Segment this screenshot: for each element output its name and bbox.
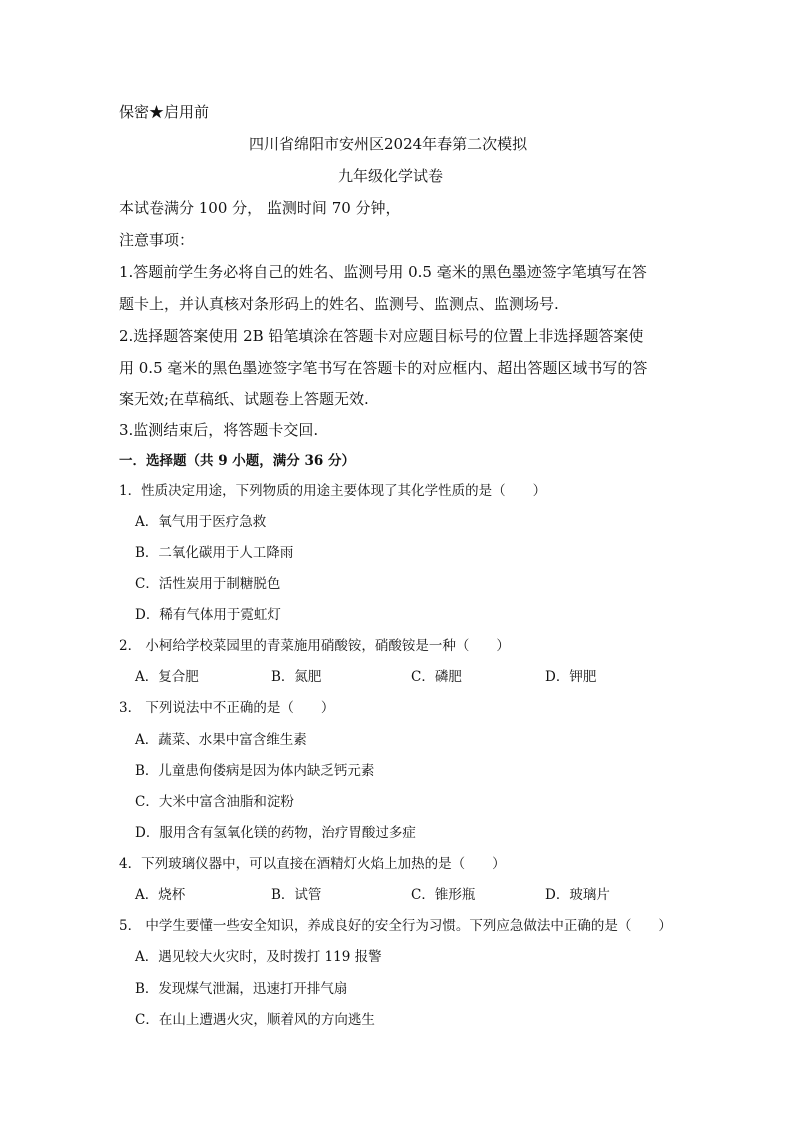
question-2-stem: 2． 小柯给学校菜园里的青菜施用硝酸铵，硝酸铵是一种（ ） bbox=[119, 638, 510, 654]
question-2-option-a: A．复合肥 bbox=[135, 669, 199, 685]
note-3: 3.监测结束后，将答题卡交回. bbox=[119, 421, 319, 439]
question-1-option-a: A．氧气用于医疗急救 bbox=[135, 514, 267, 530]
exam-subtitle: 九年级化学试卷 bbox=[338, 167, 444, 185]
question-1-option-c: C．活性炭用于制糖脱色 bbox=[135, 576, 281, 592]
confidential-label: 保密★启用前 bbox=[119, 103, 210, 121]
note-2-line-2: 用 0.5 毫米的黑色墨迹签字笔书写在答题卡的对应框内、超出答题区域书写的答 bbox=[119, 359, 648, 377]
question-5-stem: 5． 中学生要懂一些安全知识，养成良好的安全行为习惯。下列应急做法中正确的是（ ） bbox=[119, 918, 672, 934]
exam-title: 四川省绵阳市安州区2024年春第二次模拟 bbox=[249, 135, 528, 153]
question-5-option-c: C．在山上遭遇火灾，顺着风的方向逃生 bbox=[135, 1012, 375, 1028]
note-2-line-3: 案无效;在草稿纸、试题卷上答题无效. bbox=[119, 390, 369, 408]
question-5-option-a: A．遇见较大火灾时，及时拨打 119 报警 bbox=[135, 949, 382, 965]
note-1-line-1: 1.答题前学生务必将自己的姓名、监测号用 0.5 毫米的黑色墨迹签字笔填写在答 bbox=[119, 263, 647, 281]
question-4-option-a: A．烧杯 bbox=[135, 887, 186, 903]
notes-title: 注意事项： bbox=[119, 231, 195, 249]
question-2-option-c: C．磷肥 bbox=[411, 669, 462, 685]
question-3-option-c: C．大米中富含油脂和淀粉 bbox=[135, 794, 294, 810]
question-4-option-c: C．锥形瓶 bbox=[411, 887, 476, 903]
question-2-option-d: D．钾肥 bbox=[545, 669, 597, 685]
question-5-option-b: B．发现煤气泄漏，迅速打开排气扇 bbox=[135, 981, 348, 997]
question-4-option-d: D．玻璃片 bbox=[545, 887, 610, 903]
note-1-line-2: 题卡上，并认真核对条形码上的姓名、监测号、监测点、监测场号. bbox=[119, 295, 559, 313]
question-3-option-d: D．服用含有氢氧化镁的药物，治疗胃酸过多症 bbox=[135, 825, 416, 841]
question-1-option-b: B．二氧化碳用于人工降雨 bbox=[135, 545, 294, 561]
question-1-option-d: D．稀有气体用于霓虹灯 bbox=[135, 607, 281, 623]
question-2-option-b: B．氮肥 bbox=[271, 669, 322, 685]
note-2-line-1: 2.选择题答案使用 2B 铅笔填涂在答题卡对应题目标号的位置上非选择题答案使 bbox=[119, 327, 644, 345]
question-4-option-b: B．试管 bbox=[271, 887, 322, 903]
section-heading: 一．选择题（共 9 小题，满分 36 分） bbox=[119, 453, 355, 469]
exam-info-line: 本试卷满分 100 分， 监测时间 70 分钟， bbox=[119, 199, 401, 217]
question-3-option-a: A．蔬菜、水果中富含维生素 bbox=[135, 732, 307, 748]
question-1-stem: 1．性质决定用途，下列物质的用途主要体现了其化学性质的是（ ） bbox=[119, 483, 547, 499]
question-3-stem: 3． 下列说法中不正确的是（ ） bbox=[119, 700, 335, 716]
question-4-stem: 4．下列玻璃仪器中，可以直接在酒精灯火焰上加热的是（ ） bbox=[119, 856, 506, 872]
question-3-option-b: B．儿童患佝偻病是因为体内缺乏钙元素 bbox=[135, 763, 375, 779]
